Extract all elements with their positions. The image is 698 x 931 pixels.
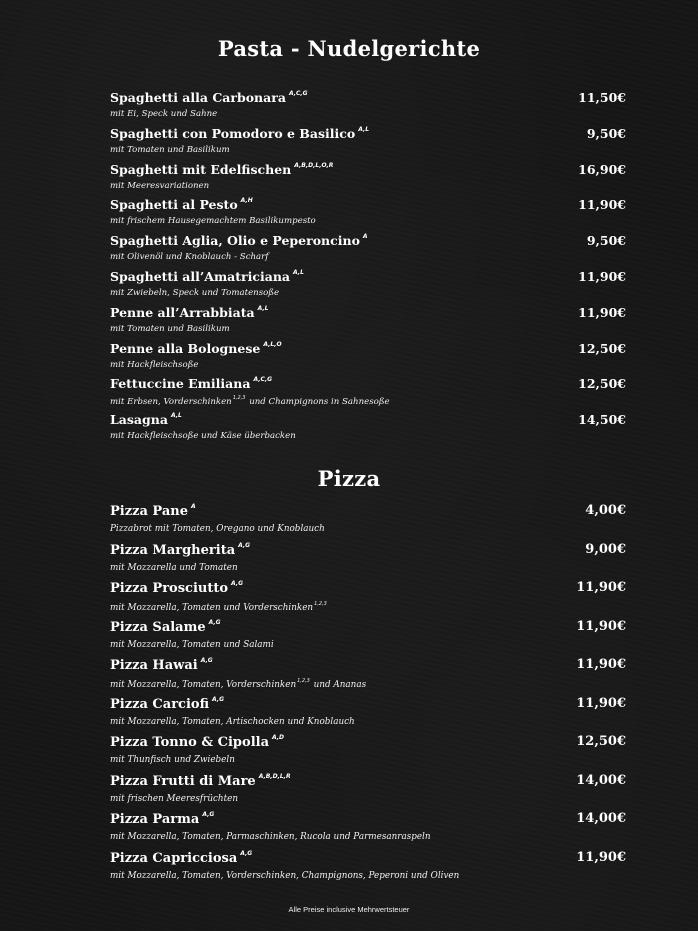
dish-name-text: Pizza Salame	[110, 619, 206, 635]
dish-price: 11,90€	[576, 695, 626, 711]
dish-name	[110, 734, 284, 750]
description-text: mit Hackfleischsoße	[110, 359, 199, 370]
price-footnote: Alle Preise inclusive Mehrwertsteuer	[288, 905, 410, 914]
allergen-codes: A	[191, 503, 196, 510]
description-text: mit Mozzarella, Tomaten, Parmaschinken, Rucola und Parmesanraspeln	[110, 832, 431, 842]
dish-description	[110, 181, 209, 191]
dish-name-text: Pizza Frutti di Mare	[110, 773, 256, 789]
dish-name	[110, 619, 221, 635]
dish-name	[110, 412, 182, 427]
allergen-codes: A,L	[257, 304, 269, 312]
dish-name-text: Spaghetti alla Carbonara	[110, 90, 286, 105]
dish-name	[110, 269, 304, 284]
pasta-menu-item	[110, 90, 630, 126]
dish-description	[110, 601, 328, 613]
dish-name	[110, 341, 282, 356]
dish-name	[110, 162, 333, 177]
allergen-codes: A,L	[293, 269, 304, 276]
dish-name	[110, 696, 224, 712]
allergen-codes: A,D	[272, 734, 285, 741]
description-text: mit frischem Hausegemachtem Basilikumpesto	[110, 216, 316, 227]
pasta-menu-item	[110, 412, 630, 448]
pizza-menu-item	[110, 619, 630, 655]
dish-name-text: Pizza Pane	[110, 504, 188, 519]
pizza-menu-item	[110, 734, 630, 770]
dish-description	[110, 563, 238, 573]
allergen-codes: A,G	[200, 657, 213, 664]
description-text: mit frischen Meeresfrüchten	[110, 793, 239, 804]
dish-name	[110, 542, 250, 558]
description-text: mit Meeresvariationen	[110, 180, 210, 191]
description-tail: und Ananas	[310, 680, 367, 690]
dish-name-text: Pizza Tonno & Cipolla	[110, 735, 269, 750]
dish-name-text: Spaghetti con Pomodoro e Basilico	[110, 125, 356, 141]
dish-description	[110, 431, 296, 441]
description-text: mit Tomaten und Basilikum	[110, 323, 230, 334]
dish-description	[110, 640, 274, 650]
allergen-codes: A,C,G	[253, 376, 273, 384]
description-tail: und Champignons in Sahnesoße	[246, 397, 390, 408]
dish-price: 11,90€	[576, 849, 626, 865]
dish-price: 16,90€	[578, 161, 626, 177]
dish-price: 11,90€	[576, 580, 626, 595]
additive-codes: 1,2,3	[297, 678, 310, 684]
dish-description	[110, 216, 316, 226]
dish-price: 11,90€	[578, 197, 626, 213]
dish-price: 9,00€	[585, 541, 626, 557]
dish-name-text: Penne alla Bolognese	[110, 340, 261, 356]
dish-description	[110, 871, 459, 881]
dish-name	[110, 233, 368, 248]
dish-name	[110, 197, 253, 212]
allergen-codes: A,G	[231, 580, 243, 587]
allergen-codes: A,C,G	[288, 90, 308, 97]
dish-name-text: Pizza Parma	[110, 812, 200, 827]
dish-price: 9,50€	[586, 125, 626, 141]
dish-description	[110, 288, 279, 298]
pizza-menu-item	[110, 580, 630, 616]
pizza-menu-item	[110, 696, 630, 732]
allergen-codes: A,L	[170, 412, 182, 420]
dish-price: 12,50€	[576, 734, 626, 749]
dish-name-text: Spaghetti Aglia, Olio e Peperoncino	[110, 233, 360, 249]
dish-description	[110, 324, 230, 334]
dish-name-text: Pizza Margherita	[110, 542, 236, 558]
description-text: Pizzabrot mit Tomaten, Oregano und Knoblauch	[110, 524, 325, 534]
allergen-codes: A,G	[202, 811, 215, 818]
allergen-codes: A,G	[240, 849, 253, 857]
dish-name-text: Pizza Prosciutto	[110, 581, 229, 596]
dish-description	[110, 145, 230, 155]
dish-price: 11,50€	[578, 90, 626, 105]
dish-price: 14,00€	[576, 811, 626, 826]
description-text: mit Thunfisch und Zwiebeln	[110, 755, 235, 765]
pasta-menu-item	[110, 341, 630, 377]
dish-name-text: Spaghetti mit Edelfischen	[110, 161, 292, 177]
description-text: mit Olivenöl und Knoblauch - Scharf	[110, 252, 269, 263]
dish-price: 14,50€	[578, 412, 626, 428]
pizza-menu-item	[110, 811, 630, 847]
pasta-section-title: Pasta - Nudelgerichte	[217, 36, 481, 61]
dish-price: 11,90€	[576, 657, 626, 672]
dish-price: 12,50€	[578, 340, 626, 356]
pizza-menu-item	[110, 657, 630, 693]
allergen-codes: A	[362, 233, 368, 241]
dish-name-text: Penne all’Arrabbiata	[110, 304, 255, 320]
description-text: mit Tomaten und Basilikum	[110, 144, 230, 155]
allergen-codes: A,H	[240, 197, 253, 205]
dish-description	[110, 717, 355, 727]
description-text: mit Hackfleischsoße und Käse überbacken	[110, 431, 296, 442]
dish-description	[110, 109, 217, 119]
dish-name-text: Fettuccine Emiliana	[110, 376, 251, 392]
pasta-menu-item	[110, 197, 630, 233]
pasta-menu-item	[110, 376, 630, 412]
dish-description	[110, 252, 268, 262]
allergen-codes: A,B,D,L,R	[258, 772, 291, 780]
description-text: mit Zwiebeln, Speck und Tomatensoße	[110, 288, 280, 298]
dish-name	[110, 305, 268, 320]
description-text: mit Mozzarella, Tomaten und Salami	[110, 639, 274, 650]
pasta-menu-item	[110, 126, 630, 162]
dish-price: 9,50€	[586, 233, 626, 249]
allergen-codes: A,L,O	[263, 340, 282, 348]
dish-description	[110, 395, 390, 407]
allergen-codes: A,G	[208, 618, 221, 626]
pizza-menu-item	[110, 850, 630, 886]
dish-name	[110, 376, 272, 391]
description-text: mit Mozzarella, Tomaten und Vorderschinken	[110, 603, 314, 613]
dish-price: 11,90€	[578, 304, 626, 320]
dish-name-text: Pizza Capricciosa	[110, 850, 238, 866]
description-text: mit Mozzarella und Tomaten	[110, 562, 238, 573]
allergen-codes: A,L	[358, 125, 370, 133]
dish-description	[110, 755, 235, 765]
description-text: mit Mozzarella, Tomaten, Vorderschinken, Champignons, Peperoni und Oliven	[110, 870, 460, 881]
dish-name-text: Lasagna	[110, 412, 168, 428]
dish-description	[110, 832, 431, 842]
dish-name-text: Spaghetti al Pesto	[110, 197, 238, 213]
dish-name	[110, 503, 196, 519]
dish-price: 11,90€	[576, 618, 626, 634]
pasta-menu-item	[110, 269, 630, 305]
additive-codes: 1,2,3	[232, 395, 246, 402]
pasta-menu-item	[110, 162, 630, 198]
pasta-menu-item	[110, 305, 630, 341]
description-text: mit Mozzarella, Tomaten, Vorderschinken	[110, 680, 297, 690]
dish-description	[110, 360, 198, 370]
additive-codes: 1,2,3	[314, 601, 327, 607]
dish-price: 11,90€	[578, 269, 626, 284]
dish-name-text: Pizza Carciofi	[110, 696, 210, 712]
description-text: mit Erbsen, Vorderschinken	[110, 397, 232, 408]
dish-price: 14,00€	[576, 772, 626, 788]
description-text: mit Ei, Speck und Sahne	[110, 109, 218, 119]
dish-price: 4,00€	[585, 503, 626, 518]
dish-name	[110, 90, 308, 105]
pasta-menu-item	[110, 233, 630, 269]
dish-name	[110, 126, 369, 141]
dish-price: 12,50€	[578, 376, 626, 392]
dish-description	[110, 524, 325, 534]
pizza-menu-item	[110, 542, 630, 578]
dish-name-text: Pizza Hawai	[110, 658, 198, 673]
dish-name	[110, 811, 214, 827]
dish-name	[110, 773, 291, 789]
allergen-codes: A,G	[238, 541, 251, 549]
allergen-codes: A,G	[212, 695, 224, 703]
dish-description	[110, 678, 366, 690]
pizza-menu-item	[110, 503, 630, 539]
dish-name	[110, 657, 213, 673]
pizza-menu-item	[110, 773, 630, 809]
allergen-codes: A,B,D,L,O,R	[294, 161, 334, 169]
dish-description	[110, 794, 238, 804]
description-text: mit Mozzarella, Tomaten, Artischocken und Knoblauch	[110, 716, 355, 727]
dish-name	[110, 850, 252, 866]
dish-name-text: Spaghetti all’Amatriciana	[110, 269, 291, 284]
pizza-section-title: Pizza	[317, 466, 381, 491]
dish-name	[110, 580, 243, 596]
